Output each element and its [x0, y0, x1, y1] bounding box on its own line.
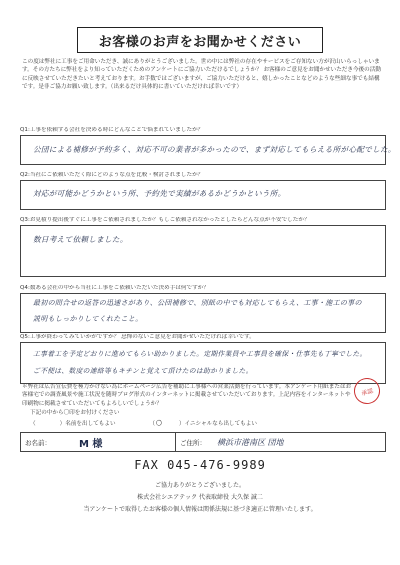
- question-5: [20, 334, 386, 384]
- consent-options: [30, 408, 289, 427]
- page-title: お客様のお声をお聞かせください: [77, 27, 323, 53]
- handwritten-answer: ご不便は、数度の連絡等もキチンと覚えて頂けたのは助かりました。: [33, 367, 253, 375]
- question-3: [20, 217, 386, 277]
- answer-box: [20, 135, 396, 165]
- thanks-text: ご協力ありがとうございました。: [154, 482, 245, 489]
- consent-option-name[interactable]: （ ）名前を出してもよい: [30, 421, 116, 427]
- question-2: [20, 172, 386, 210]
- address-label: ご住所：: [175, 433, 211, 451]
- handwritten-answer: 工事着工を予定どおりに進めてもらい助かりました。定期作業員や工事員を確保・仕事先も丁寧でした。: [33, 350, 367, 358]
- consent-option-initial[interactable]: （〇 ）イニシャルなら出してもよい: [149, 421, 257, 427]
- publication-note: ＊弊社は広告宣伝費を極力かけない為にホームページ広告を補助に工事様への営業活動を行っています。本アンケート用紙またはお客様宅での調査風景や施工状況を随時ブログ形式のインターネットに掲載させていただいております。上記内容をインターネットや印刷物に掲載させていただいてもよろしいでしょうか？: [22, 384, 352, 407]
- answer-box: [20, 225, 386, 277]
- company-name: 株式会社シエアテック 代表取締役 大久保 誠二: [137, 494, 263, 501]
- consent-label: イニシャルなら出してもよい: [184, 421, 257, 427]
- consent-mark: 〇: [156, 421, 162, 427]
- consent-prompt: 下記の中から〇印をお付けください: [30, 410, 120, 416]
- question-text: Q1:工事を依頼する会社を決める時にどんなことで悩まれていましたか？: [20, 127, 204, 133]
- intro-text: この度は弊社に工事をご用命いただき、誠にありがとうございました。世の中には弊社の存在やサービスをご存知ない方が沢山いらっしゃいます。その方たちに弊社をより知っていただくためのアンケートにご協力いただけるでしょうか？ お客様のご意見をお聞かせいただき今後の活動に反映させていただきたいと考えております。お手数ではございますが、ご協力いただけると、嬉しかったことなどのような些細な事でも結構です。是非ご協力お願い致します。（出来るだけ具体的に書いていただければ幸いです）: [22, 59, 381, 91]
- question-text: Q4:数ある会社の中から当社に工事をご依頼いただいた決め手は何ですか？: [20, 285, 209, 291]
- handwritten-answer: 対応が可能かどうかという所、予約先で実績があるかどうかという所。: [33, 189, 286, 198]
- answer-box: [20, 342, 386, 384]
- handwritten-answer: 説明もしっかりしてくれたこと。: [33, 315, 143, 323]
- answer-box: [20, 293, 386, 333]
- consent-label: 名前を出してもよい: [65, 421, 116, 427]
- question-text: Q2:当社にご依頼いただく際にどのような点を比較・検討されましたか？: [20, 172, 204, 178]
- handwritten-answer: 公団による補修が予約多く、対応不可の業者が多かったので、まず対応してもらえる所が心配でした。: [33, 145, 396, 154]
- name-label: お名前：: [25, 438, 51, 447]
- handwritten-answer: 最初の問合せの返答の迅速さがあり、公団補修で、別紙の中でも対応してもらえ、工事・施工の事の: [33, 299, 362, 307]
- question-4: [20, 285, 386, 333]
- question-1: [20, 127, 396, 165]
- handwritten-answer: 数日考えて依頼しました。: [33, 235, 128, 244]
- customer-name: M 様: [79, 438, 103, 450]
- customer-info-row: [20, 432, 386, 452]
- question-text: Q5:工事が終わってみていかがですか？ 忌憚のないご意見をお聞かせいただければ幸いです。: [20, 334, 255, 340]
- approval-stamp: 承認: [351, 375, 383, 407]
- privacy-note: 当アンケートで取得したお客様の個人情報は関係法規に基づき適正に管理いたします。: [83, 506, 317, 513]
- question-text: Q3:お見積り提出後すぐに工事をご依頼されましたか？もしご依頼されなかったとしたらどんな点が不安でしたか？: [20, 217, 310, 223]
- answer-box: [20, 180, 386, 210]
- fax-number: FAX 045-476-9989: [134, 458, 266, 472]
- customer-address: 横浜市港南区 団地: [217, 437, 284, 447]
